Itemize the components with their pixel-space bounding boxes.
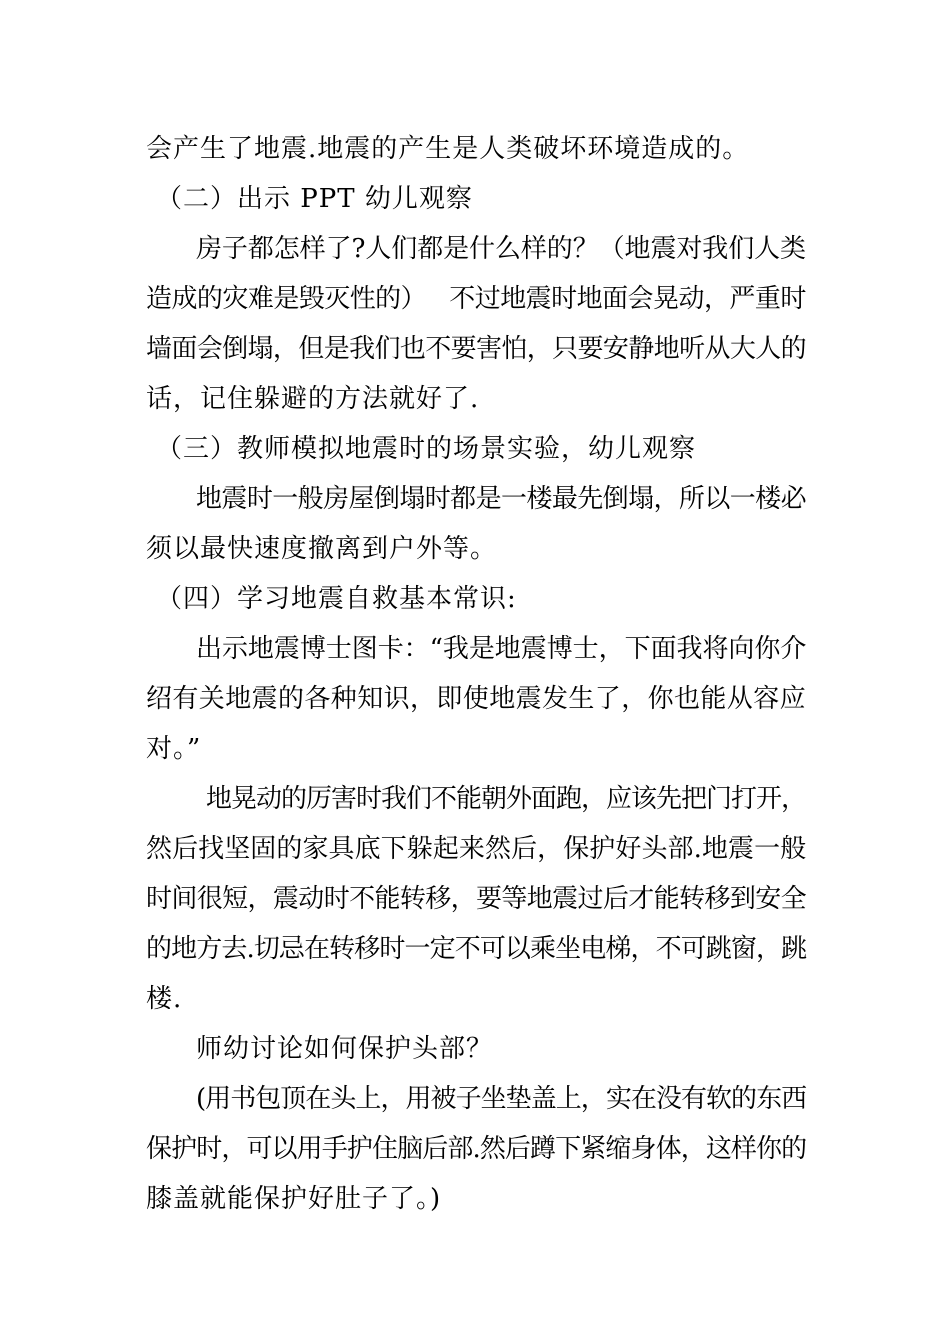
text-line: 然后找坚固的家具底下躲起来然后，保护好头部.地震一般: [146, 834, 807, 864]
text-line: 膝盖就能保护好肚子了。): [146, 1184, 442, 1214]
text-line: 保护时，可以用手护住脑后部.然后蹲下紧缩身体，这样你的: [146, 1134, 807, 1164]
text-line: (用书包顶在头上，用被子坐垫盖上，实在没有软的东西: [196, 1084, 807, 1114]
section-heading: （二）出示 PPT 幼儿观察: [156, 184, 473, 214]
text-line: 地晃动的厉害时我们不能朝外面跑，应该先把门打开，: [206, 784, 807, 814]
section-heading: （四）学习地震自救基本常识:: [156, 584, 517, 614]
text-line: 楼.: [146, 984, 183, 1014]
text-line: 会产生了地震.地震的产生是人类破坏环境造成的。: [146, 134, 750, 164]
text-line: 时间很短，震动时不能转移，要等地震过后才能转移到安全: [146, 884, 807, 914]
text-line: 墙面会倒塌，但是我们也不要害怕，只要安静地听从大人的: [146, 334, 807, 364]
text-line: 房子都怎样了?人们都是什么样的？（地震对我们人类: [196, 234, 806, 264]
text-line: 出示地震博士图卡：“我是地震博士，下面我将向你介: [196, 634, 807, 664]
text-line: 师幼讨论如何保护头部？: [196, 1034, 494, 1064]
section-heading: （三）教师模拟地震时的场景实验，幼儿观察: [156, 434, 697, 464]
text-line: 造成的灾难是毁灭性的） 不过地震时地面会晃动，严重时: [146, 284, 806, 314]
text-line: 地震时一般房屋倒塌时都是一楼最先倒塌，所以一楼必: [196, 484, 807, 514]
text-line: 绍有关地震的各种知识，即使地震发生了，你也能从容应: [146, 684, 807, 714]
text-line: 须以最快速度撤离到户外等。: [146, 534, 498, 564]
text-line: 话，记住躲避的方法就好了.: [146, 384, 480, 414]
text-line: 的地方去.切忌在转移时一定不可以乘坐电梯，不可跳窗，跳: [146, 934, 807, 964]
text-line: 对。”: [146, 734, 202, 764]
